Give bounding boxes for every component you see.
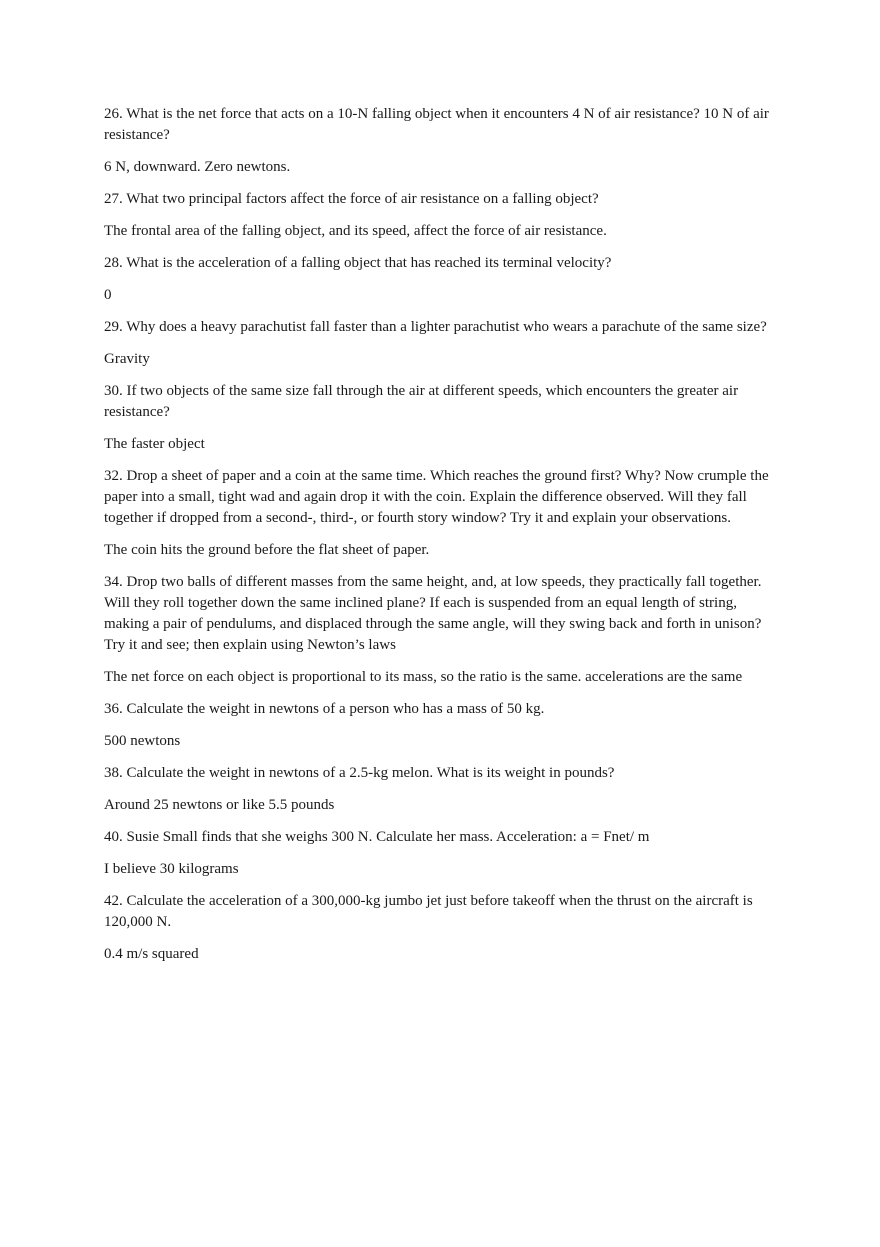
answer-42: 0.4 m/s squared — [104, 946, 199, 962]
question-38: 38. Calculate the weight in newtons of a 2.5-kg melon. What is its weight in pounds? — [104, 765, 615, 781]
answer-34: The net force on each object is proportional to its mass, so the ratio is the same. accelerations are the same — [104, 669, 743, 685]
question-28: 28. What is the acceleration of a falling object that has reached its terminal velocity? — [104, 255, 612, 271]
question-34: 34. Drop two balls of different masses from the same height, and, at low speeds, they practically fall together. Will they roll together down the same inclined plane? If each is suspended from an equal length of string, making a pair of pendulums, and displaced through the same angle, will they swing back and forth in unison? Try it and see; then explain using Newton’s laws — [104, 574, 762, 653]
question-42: 42. Calculate the acceleration of a 300,000-kg jumbo jet just before takeoff when the thrust on the aircraft is 120,000 N. — [104, 893, 753, 930]
answer-28: 0 — [104, 287, 112, 303]
question-40: 40. Susie Small finds that she weighs 300 N. Calculate her mass. Acceleration: a = Fnet/ m — [104, 829, 650, 845]
answer-40: I believe 30 kilograms — [104, 861, 239, 877]
answer-26: 6 N, downward. Zero newtons. — [104, 159, 291, 175]
answer-36: 500 newtons — [104, 733, 181, 749]
question-26: 26. What is the net force that acts on a 10-N falling object when it encounters 4 N of air resistance? 10 N of air resistance? — [104, 106, 769, 143]
document-page — [104, 104, 772, 976]
answer-38: Around 25 newtons or like 5.5 pounds — [104, 797, 335, 813]
question-36: 36. Calculate the weight in newtons of a person who has a mass of 50 kg. — [104, 701, 545, 717]
question-29: 29. Why does a heavy parachutist fall faster than a lighter parachutist who wears a parachute of the same size? — [104, 319, 767, 335]
answer-27: The frontal area of the falling object, and its speed, affect the force of air resistance. — [104, 223, 607, 239]
question-27: 27. What two principal factors affect the force of air resistance on a falling object? — [104, 191, 599, 207]
answer-32: The coin hits the ground before the flat sheet of paper. — [104, 542, 430, 558]
answer-30: The faster object — [104, 436, 205, 452]
question-30: 30. If two objects of the same size fall through the air at different speeds, which encounters the greater air resistance? — [104, 383, 739, 420]
question-32: 32. Drop a sheet of paper and a coin at the same time. Which reaches the ground first? Why? Now crumple the paper into a small, tight wad and again drop it with the coin. Explain the difference observed. Will they fall together if dropped from a second-, third-, or fourth story window? Try it and explain your observations. — [104, 468, 769, 526]
answer-29: Gravity — [104, 351, 150, 367]
